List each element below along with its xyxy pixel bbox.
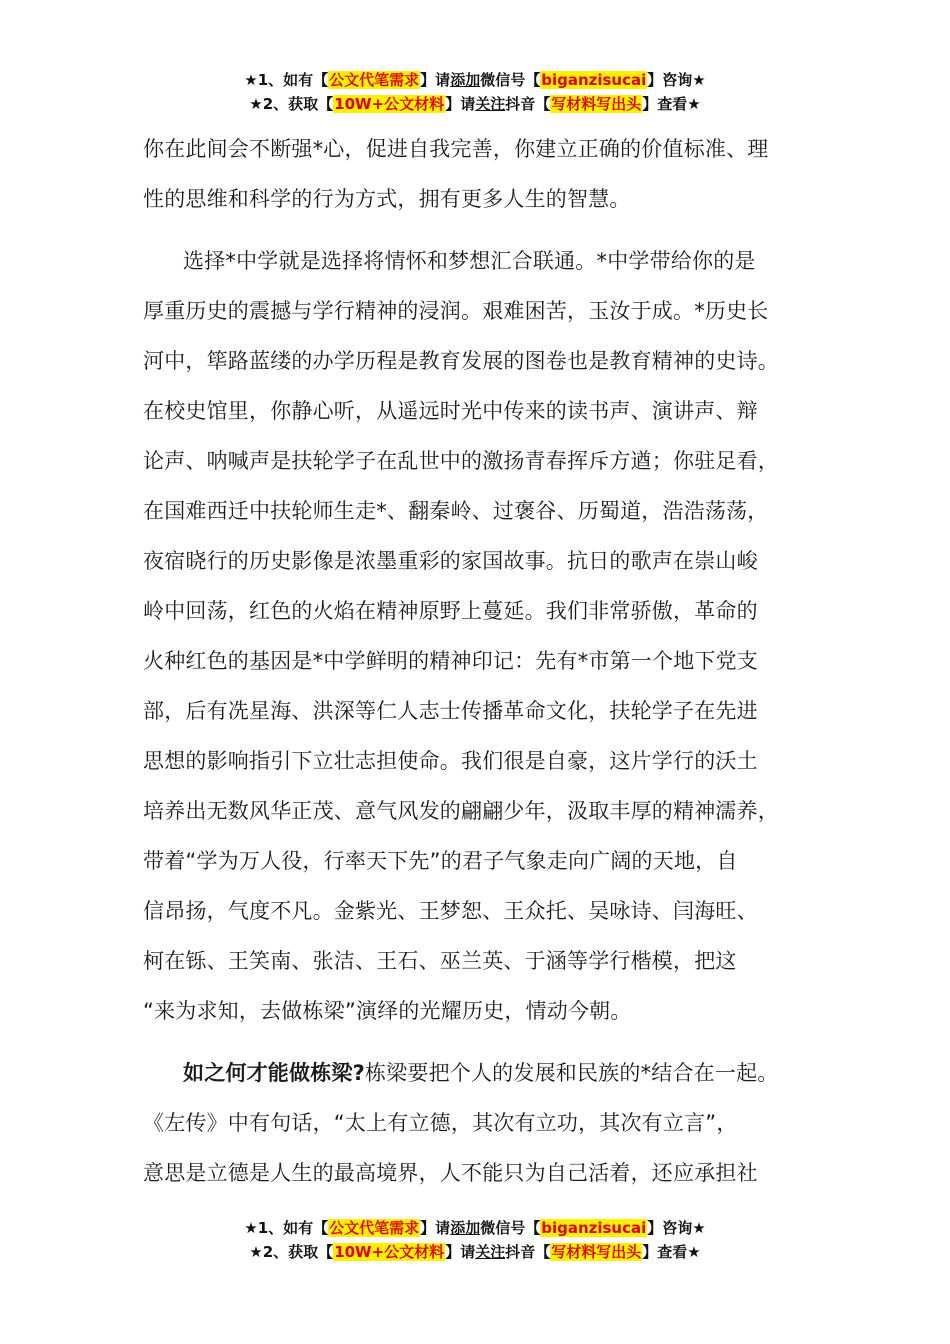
highlight-service: 公文代笔需求 [329, 71, 420, 89]
text-line: 在校史馆里，你静心听，从遥远时光中传来的读书声、演讲声、辩 [143, 399, 758, 423]
paragraph-2 [143, 236, 833, 1036]
text-line: 夜宿晓行的历史影像是浓墨重彩的家国故事。抗日的歌声在崇山峻 [143, 549, 758, 573]
paragraph-1 [143, 124, 833, 224]
text-line: 你在此间会不断强*心，促进自我完善，你建立正确的价值标准、理 [143, 137, 769, 161]
promo-underlined: 添加 [450, 71, 481, 89]
highlight-wechat-id: biganzisucai [541, 1219, 647, 1237]
highlight-materials: 10W+公文材料 [334, 95, 445, 113]
text-line: 部，后有冼星海、洪深等仁人志士传播革命文化，扶轮学子在先进 [143, 699, 758, 723]
text-line: 火种红色的基因是*中学鲜明的精神印记：先有*市第一个地下党支 [143, 649, 758, 673]
highlight-materials: 10W+公文材料 [334, 1243, 445, 1261]
text-line: 柯在铄、王笑南、张洁、王石、巫兰英、于涵等学行楷模，把这 [143, 949, 737, 973]
promo-line-2 [0, 92, 950, 116]
text-line: 岭中回荡，红色的火焰在精神原野上蔓延。我们非常骄傲，革命的 [143, 599, 758, 623]
promo-text: 抖音【 [505, 1243, 551, 1261]
promo-text: 】查看★ [642, 1243, 701, 1261]
promo-text: 】请 [420, 71, 451, 89]
promo-text: 】咨询★ [647, 1219, 706, 1237]
highlight-wechat-id: biganzisucai [541, 71, 647, 89]
text-line: 河中，筚路蓝缕的办学历程是教育发展的图卷也是教育精神的史诗。 [143, 349, 779, 373]
promo-text: 微信号【 [480, 1219, 541, 1237]
text-line: “来为求知，去做栋梁”演绎的光耀历史，情动今朝。 [143, 999, 632, 1023]
promo-line-2 [0, 1240, 950, 1264]
promo-text: 】查看★ [642, 95, 701, 113]
promo-text: 微信号【 [480, 71, 541, 89]
highlight-douyin-id: 写材料写出头 [551, 1243, 642, 1261]
text-line [143, 1048, 833, 1098]
text-line: 思想的影响指引下立壮志担使命。我们很是自豪，这片学行的沃土 [143, 749, 758, 773]
promo-text: 抖音【 [505, 95, 551, 113]
text-line: 选择*中学就是选择将情怀和梦想汇合联通。*中学带给你的是 [183, 249, 756, 273]
text-line: 《左传》中有句话，“太上有立德，其次有立功，其次有立言”， [143, 1111, 738, 1135]
highlight-douyin-id: 写材料写出头 [551, 95, 642, 113]
promo-text: ★2、获取【 [249, 1243, 334, 1261]
document-body [143, 124, 833, 1198]
promo-text: 】咨询★ [647, 71, 706, 89]
promo-text: ★1、如有【 [244, 1219, 329, 1237]
text-line: 培养出无数风华正茂、意气风发的翩翩少年，汲取丰厚的精神濡养， [143, 799, 779, 823]
text-line: 论声、呐喊声是扶轮学子在乱世中的激扬青春挥斥方遒；你驻足看， [143, 449, 779, 473]
promo-text: 】请 [445, 1243, 476, 1261]
promo-underlined: 关注 [475, 95, 506, 113]
text-run: 栋梁要把个人的发展和民族的*结合在一起。 [364, 1061, 779, 1085]
promo-banner-top [0, 68, 950, 116]
text-line: 信昂扬，气度不凡。金紫光、王梦恕、王众托、吴咏诗、闫海旺、 [143, 899, 758, 923]
promo-underlined: 关注 [475, 1243, 506, 1261]
text-line: 意思是立德是人生的最高境界，人不能只为自己活着，还应承担社 [143, 1161, 758, 1185]
promo-banner-bottom [0, 1216, 950, 1264]
text-line: 厚重历史的震撼与学行精神的浸润。艰难困苦，玉汝于成。*历史长 [143, 299, 769, 323]
promo-underlined: 添加 [450, 1219, 481, 1237]
promo-text: ★1、如有【 [244, 71, 329, 89]
highlight-service: 公文代笔需求 [329, 1219, 420, 1237]
promo-text: 】请 [420, 1219, 451, 1237]
bold-heading-phrase: 如之何才能做栋梁? [183, 1061, 365, 1085]
text-line: 带着“学为万人役，行率天下先”的君子气象走向广阔的天地，自 [143, 849, 738, 873]
text-line: 性的思维和科学的行为方式，拥有更多人生的智慧。 [143, 187, 631, 211]
promo-text: 】请 [445, 95, 476, 113]
text-line: 在国难西迁中扶轮师生走*、翻秦岭、过褒谷、历蜀道，浩浩荡荡， [143, 499, 769, 523]
paragraph-3 [143, 1048, 833, 1198]
promo-line-1 [0, 68, 950, 92]
promo-text: ★2、获取【 [249, 95, 334, 113]
promo-line-1 [0, 1216, 950, 1240]
